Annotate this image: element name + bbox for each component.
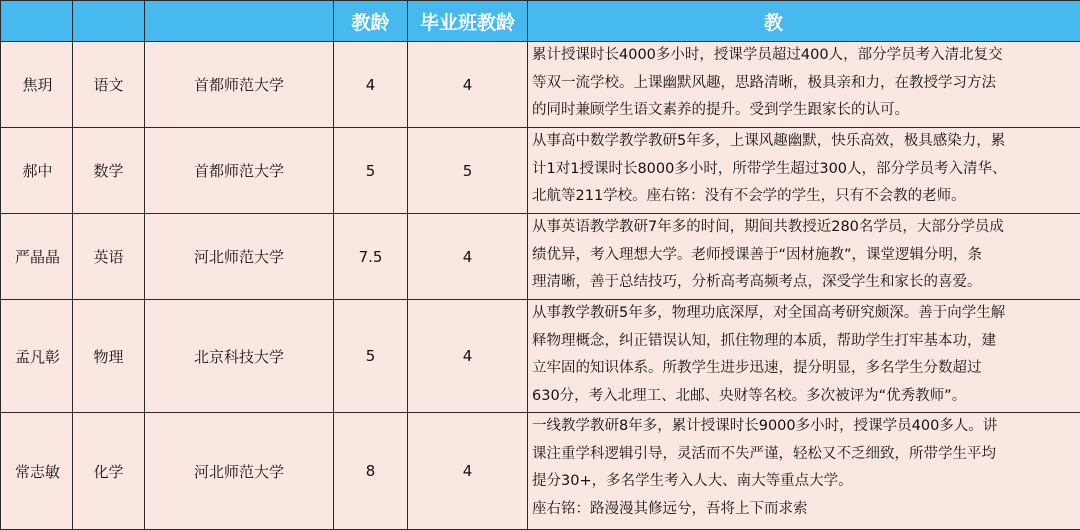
description-line: 北航等211学校。座右铭：没有不会学的学生，只有不会教的老师。 xyxy=(532,183,1076,211)
teacher-teaching-years: 5 xyxy=(334,300,408,413)
table-row xyxy=(1,42,1080,128)
header-cell-graduating-years: 毕业班教龄 xyxy=(408,1,528,42)
teacher-description xyxy=(528,214,1080,300)
teacher-graduating-years: 4 xyxy=(408,300,528,413)
teacher-school: 首都师范大学 xyxy=(145,128,334,214)
teacher-name: 常志敏 xyxy=(1,413,73,530)
description-line: 理清晰，善于总结技巧，分析高考高频考点，深受学生和家长的喜爱。 xyxy=(532,269,1076,297)
teacher-description xyxy=(528,42,1080,128)
description-line: 累计授课时长4000多小时，授课学员超过400人，部分学员考入清北复交 xyxy=(532,42,1076,70)
description-line: 释物理概念，纠正错误认知，抓住物理的本质，帮助学生打牢基本功，建 xyxy=(532,328,1076,356)
description-line: 绩优异，考入理想大学。老师授课善于“因材施教”，课堂逻辑分明，条 xyxy=(532,242,1076,270)
teacher-school: 首都师范大学 xyxy=(145,42,334,128)
description-line: 一线教学教研8年多，累计授课时长9000多小时，授课学员400多人。讲 xyxy=(532,413,1076,441)
teacher-graduating-years: 4 xyxy=(408,214,528,300)
table-row xyxy=(1,128,1080,214)
description-line: 从事教学教研5年多，物理功底深厚，对全国高考研究颇深。善于向学生解 xyxy=(532,300,1076,328)
teacher-subject: 数学 xyxy=(73,128,145,214)
description-line: 630分，考入北理工、北邮、央财等名校。多次被评为“优秀教师”。 xyxy=(532,383,1076,411)
teacher-school: 北京科技大学 xyxy=(145,300,334,413)
description-line: 的同时兼顾学生语文素养的提升。受到学生跟家长的认可。 xyxy=(532,97,1076,125)
description-line: 等双一流学校。上课幽默风趣，思路清晰，极具亲和力，在教授学习方法 xyxy=(532,70,1076,98)
table-row xyxy=(1,413,1080,530)
teacher-name: 严晶晶 xyxy=(1,214,73,300)
header-cell-description: 教 xyxy=(528,1,1080,42)
teacher-description xyxy=(528,128,1080,214)
teacher-teaching-years: 5 xyxy=(334,128,408,214)
teacher-teaching-years: 8 xyxy=(334,413,408,530)
teacher-subject: 语文 xyxy=(73,42,145,128)
teacher-teaching-years: 4 xyxy=(334,42,408,128)
header-cell-teaching-years: 教龄 xyxy=(334,1,408,42)
teacher-name: 孟凡彰 xyxy=(1,300,73,413)
header-cell-name xyxy=(1,1,73,42)
teacher-name: 郝中 xyxy=(1,128,73,214)
teacher-name: 焦玥 xyxy=(1,42,73,128)
description-line: 立牢固的知识体系。所教学生进步迅速，提分明显，多名学生分数超过 xyxy=(532,355,1076,383)
description-line: 从事高中数学教学教研5年多，上课风趣幽默，快乐高效，极具感染力，累 xyxy=(532,128,1076,156)
teacher-school: 河北师范大学 xyxy=(145,413,334,530)
description-line: 课注重学科逻辑引导，灵活而不失严谨，轻松又不乏细致，所带学生平均 xyxy=(532,441,1076,469)
teacher-teaching-years: 7.5 xyxy=(334,214,408,300)
teacher-subject: 英语 xyxy=(73,214,145,300)
teacher-description xyxy=(528,413,1080,530)
teacher-description xyxy=(528,300,1080,413)
header-cell-school xyxy=(145,1,334,42)
header-cell-subject xyxy=(73,1,145,42)
description-line: 座右铭：路漫漫其修远兮，吾将上下而求索 xyxy=(532,496,1076,524)
table-row xyxy=(1,214,1080,300)
description-line: 从事英语教学教研7年多的时间，期间共教授近280名学员，大部分学员成 xyxy=(532,214,1076,242)
table-row xyxy=(1,300,1080,413)
teacher-subject: 物理 xyxy=(73,300,145,413)
teacher-graduating-years: 5 xyxy=(408,128,528,214)
teacher-school: 河北师范大学 xyxy=(145,214,334,300)
table-header-row xyxy=(1,1,1080,42)
description-line: 计1对1授课时长8000多小时，所带学生超过300人，部分学员考入清华、 xyxy=(532,156,1076,184)
description-line: 提分30+，多名学生考入人大、南大等重点大学。 xyxy=(532,468,1076,496)
teacher-graduating-years: 4 xyxy=(408,42,528,128)
teacher-graduating-years: 4 xyxy=(408,413,528,530)
teacher-subject: 化学 xyxy=(73,413,145,530)
